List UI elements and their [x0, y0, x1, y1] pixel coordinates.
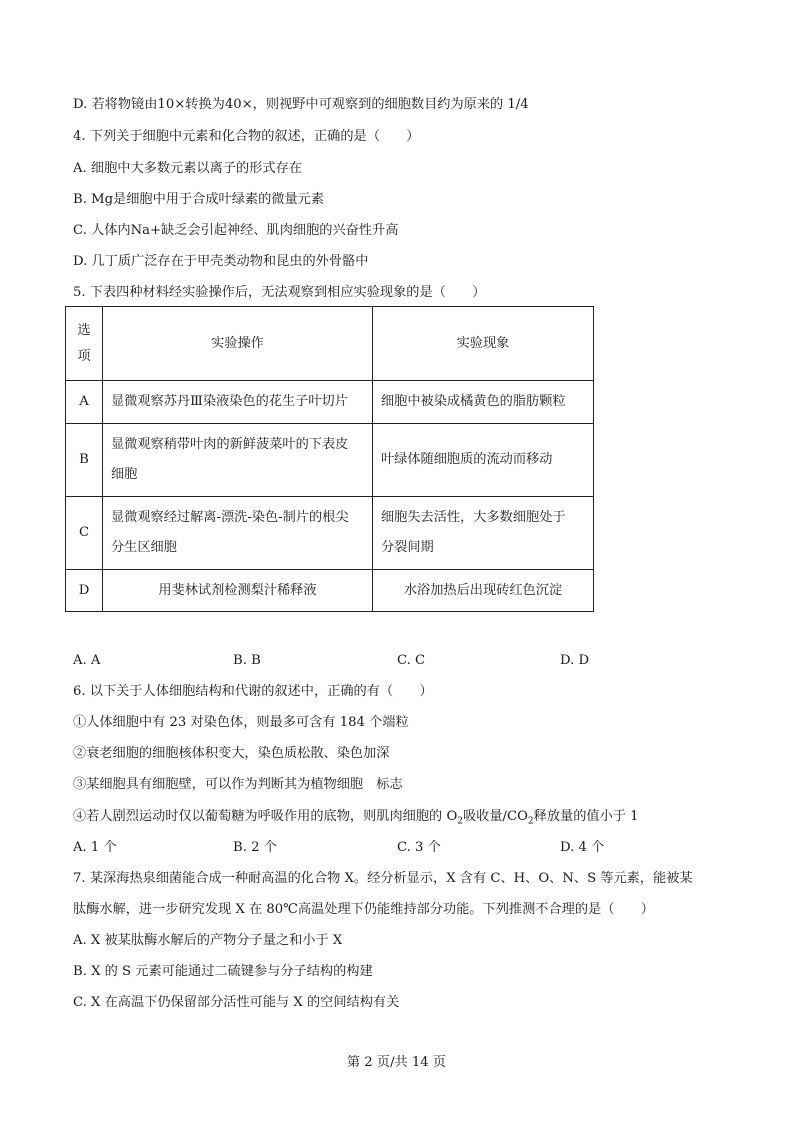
question-4-stem: 4. 下列关于细胞中元素和化合物的叙述，正确的是（ ）	[73, 129, 420, 144]
row-operation	[103, 497, 373, 570]
table-row	[66, 570, 594, 612]
q6-statement-1: ①人体细胞中有 23 对染色体，则最多可含有 184 个端粒	[73, 715, 409, 730]
q6-s4-subscript-o2: 2	[457, 816, 463, 827]
row-phenomenon	[373, 497, 594, 570]
row-phenomenon: 细胞中被染成橘黄色的脂肪颗粒	[373, 381, 594, 424]
question-7-stem-line2: 肽酶水解，进一步研究发现 X 在 80℃高温处理下仍能维持部分功能。下列推测不合理的是（ ）	[73, 902, 654, 917]
page-footer: 第 2 页/共 14 页	[346, 1055, 447, 1070]
row-phenomenon: 水浴加热后出现砖红色沉淀	[373, 570, 594, 612]
row-option: B	[66, 424, 103, 497]
q6-s4-part-c: 释放量的值小于 1	[533, 809, 639, 824]
line-q3d: D. 若将物镜由10×转换为40×，则视野中可观察到的细胞数目约为原来的 1/4	[73, 97, 529, 112]
row-option: C	[66, 497, 103, 570]
question-5-stem: 5. 下表四种材料经实验操作后，无法观察到相应实验现象的是（ ）	[73, 285, 486, 300]
row-phenomenon-line2: 分裂间期	[381, 540, 434, 555]
q6-option-a: A. 1 个	[73, 840, 117, 855]
row-operation-line2: 细胞	[111, 467, 138, 482]
row-operation	[103, 424, 373, 497]
header-operation: 实验操作	[103, 307, 373, 381]
q6-s4-subscript-co2: 2	[527, 816, 534, 827]
header-option-line1: 选	[77, 322, 91, 338]
question-6-stem: 6. 以下关于人体细胞结构和代谢的叙述中，正确的有（ ）	[73, 684, 433, 699]
q5-option-c: C. C	[397, 653, 426, 668]
row-phenomenon-line1: 细胞失去活性，大多数细胞处于	[381, 510, 566, 525]
row-phenomenon: 叶绿体随细胞质的流动而移动	[373, 424, 594, 497]
header-option	[66, 307, 103, 381]
q5-option-b: B. B	[233, 653, 261, 668]
q4-option-c: C. 人体内Na+缺乏会引起神经、肌肉细胞的兴奋性升高	[73, 223, 399, 238]
q6-option-b: B. 2 个	[233, 840, 277, 855]
row-operation: 显微观察苏丹Ⅲ染液染色的花生子叶切片	[103, 381, 373, 424]
table-header-row	[66, 307, 594, 381]
row-operation: 用斐林试剂检测梨汁稀释液	[103, 570, 373, 612]
experiment-table	[65, 306, 594, 612]
row-option: D	[66, 570, 103, 612]
question-7-stem-line1: 7. 某深海热泉细菌能合成一种耐高温的化合物 X。经分析显示，X 含有 C、H、O、N、S 等元素，能被某	[73, 871, 693, 886]
row-option: A	[66, 381, 103, 424]
q6-statement-3: ③某细胞具有细胞壁，可以作为判断其为植物细胞 标志	[73, 777, 403, 792]
q6-statement-4	[73, 808, 639, 831]
q7-option-c: C. X 在高温下仍保留部分活性可能与 X 的空间结构有关	[73, 995, 400, 1010]
q4-option-a: A. 细胞中大多数元素以离子的形式存在	[73, 161, 302, 176]
row-operation-line1: 显微观察稍带叶肉的新鲜菠菜叶的下表皮	[111, 437, 349, 452]
q5-option-a: A. A	[73, 653, 101, 668]
q6-s4-part-b: 吸收量/CO	[463, 809, 528, 824]
header-option-line2: 项	[77, 348, 91, 364]
table-row	[66, 497, 594, 570]
q6-s4-part-a: ④若人剧烈运动时仅以葡萄糖为呼吸作用的底物，则肌肉细胞的 O	[73, 809, 458, 824]
row-operation-line2: 分生区细胞	[111, 540, 177, 555]
q7-option-b: B. X 的 S 元素可能通过二硫键参与分子结构的构建	[73, 964, 373, 979]
row-operation-line1: 显微观察经过解离-漂洗-染色-制片的根尖	[111, 510, 349, 525]
q6-option-c: C. 3 个	[397, 840, 441, 855]
q4-option-b: B. Mg是细胞中用于合成叶绿素的微量元素	[73, 192, 325, 207]
q5-option-d: D. D	[560, 653, 590, 668]
table-row	[66, 424, 594, 497]
q6-option-d: D. 4 个	[560, 840, 605, 855]
q4-option-d: D. 几丁质广泛存在于甲壳类动物和昆虫的外骨骼中	[73, 254, 369, 269]
table-row	[66, 381, 594, 424]
header-phenomenon: 实验现象	[373, 307, 594, 381]
q7-option-a: A. X 被某肽酶水解后的产物分子量之和小于 X	[73, 933, 343, 948]
q6-statement-2: ②衰老细胞的细胞核体积变大，染色质松散、染色加深	[73, 746, 390, 761]
